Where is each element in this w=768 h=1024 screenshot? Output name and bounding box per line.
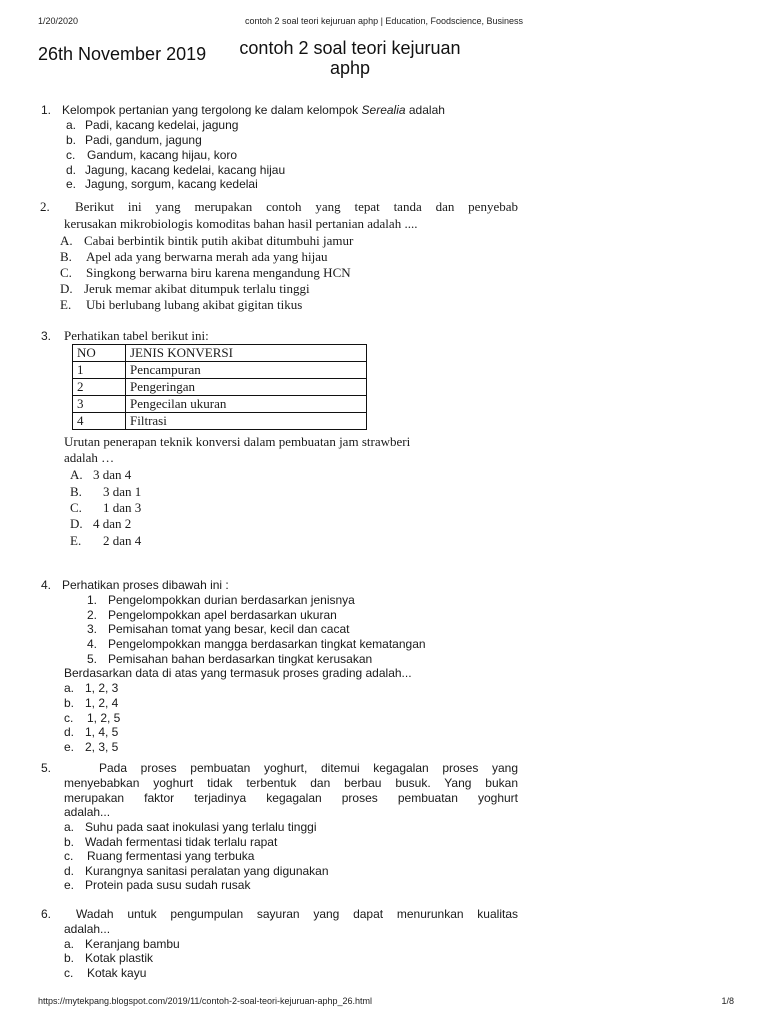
option-text: Protein pada susu sudah rusak	[85, 878, 251, 892]
option-text: Kurangnya sanitasi peralatan yang digunakan	[85, 864, 329, 878]
question-stem-line: Wadah untuk pengumpulan sayuran yang dapat menurunkan kualitas	[76, 907, 518, 921]
question-number: 2.	[40, 199, 50, 214]
option-letter: d.	[64, 725, 75, 739]
print-footer-page-number: 1/8	[721, 996, 734, 1006]
option-letter: a.	[64, 681, 75, 695]
table-cell: 2	[73, 379, 126, 396]
question-stem-line: adalah...	[64, 922, 111, 936]
option-text: Padi, gandum, jagung	[85, 133, 202, 147]
option-text: Jagung, sorgum, kacang kedelai	[85, 177, 258, 191]
option-letter: A.	[70, 467, 83, 482]
option-text: Kotak kayu	[87, 966, 147, 980]
question-stem-line: Pada proses pembuatan yoghurt, ditemui kegagalan proses yang	[99, 761, 518, 775]
option-letter: b.	[64, 951, 75, 965]
option-text: Singkong berwarna biru karena mengandung HCN	[86, 265, 351, 280]
print-header-title: contoh 2 soal teori kejuruan aphp | Education, Foodscience, Business	[244, 16, 523, 26]
option-text: 1, 4, 5	[85, 725, 119, 739]
option-text: Ubi berlubang lubang akibat gigitan tikus	[86, 297, 303, 312]
option-text: Ruang fermentasi yang terbuka	[87, 849, 255, 863]
option-text: 2, 3, 5	[85, 740, 119, 754]
item-text: Pemisahan tomat yang besar, kecil dan cacat	[108, 622, 350, 636]
question-stem-line: merupakan faktor terjadinya kegagalan proses pembuatan yoghurt	[64, 791, 518, 805]
option-letter: B.	[60, 249, 72, 264]
table-cell: Pengeringan	[126, 379, 367, 396]
option-text: Wadah fermentasi tidak terlalu rapat	[85, 835, 278, 849]
option-letter: c.	[64, 711, 74, 725]
option-text: 1, 2, 3	[85, 681, 119, 695]
print-header-date: 1/20/2020	[38, 16, 79, 26]
option-letter: C.	[60, 265, 72, 280]
option-letter: c.	[64, 966, 74, 980]
table-cell: Filtrasi	[126, 413, 367, 430]
question-stem-line: kerusakan mikrobiologis komoditas bahan hasil pertanian adalah ....	[64, 216, 418, 231]
option-letter: B.	[70, 484, 82, 499]
item-text: Pengelompokkan durian berdasarkan jenisnya	[108, 593, 355, 607]
option-text: 1 dan 3	[103, 500, 142, 515]
option-text: Keranjang bambu	[85, 937, 180, 951]
option-letter: c.	[64, 849, 74, 863]
option-text: Kotak plastik	[85, 951, 154, 965]
option-text: 2 dan 4	[103, 533, 142, 548]
item-text: Pengelompokkan apel berdasarkan ukuran	[108, 608, 337, 622]
print-footer-url: https://mytekpang.blogspot.com/2019/11/contoh-2-soal-teori-kejuruan-aphp_26.html	[38, 996, 373, 1006]
option-letter: b.	[66, 133, 77, 147]
post-title-line: contoh 2 soal teori kejuruan	[239, 38, 461, 58]
item-number: 1.	[87, 593, 98, 607]
post-title	[222, 38, 478, 78]
table-row	[73, 396, 367, 413]
item-number: 5.	[87, 652, 98, 666]
table-header-cell: JENIS KONVERSI	[126, 345, 367, 362]
table-cell: 4	[73, 413, 126, 430]
table-header-row	[73, 345, 367, 362]
table-cell: 3	[73, 396, 126, 413]
option-letter: b.	[64, 696, 75, 710]
item-number: 2.	[87, 608, 98, 622]
option-letter: c.	[66, 148, 76, 162]
option-letter: d.	[64, 864, 75, 878]
question-stem: Perhatikan proses dibawah ini :	[62, 578, 229, 592]
table-cell: 1	[73, 362, 126, 379]
question-number: 3.	[41, 329, 52, 343]
option-letter: A.	[60, 233, 73, 248]
question-text-line: adalah …	[64, 450, 115, 465]
post-title-line: aphp	[329, 58, 371, 78]
option-text: Jeruk memar akibat ditumpuk terlalu tinggi	[84, 281, 310, 296]
option-letter: D.	[70, 516, 83, 531]
table-cell: Pengecilan ukuran	[126, 396, 367, 413]
option-text: Suhu pada saat inokulasi yang terlalu tinggi	[85, 820, 317, 834]
question-number: 4.	[41, 578, 52, 592]
question-stem-line: adalah...	[64, 805, 111, 819]
question-number: 6.	[41, 907, 52, 921]
post-date: 26th November 2019	[38, 44, 207, 64]
table-row	[73, 413, 367, 430]
option-text: Cabai berbintik bintik putih akibat ditumbuhi jamur	[84, 233, 354, 248]
table-cell: Pencampuran	[126, 362, 367, 379]
item-text: Pemisahan bahan berdasarkan tingkat kerusakan	[108, 652, 373, 666]
option-letter: C.	[70, 500, 82, 515]
option-letter: d.	[66, 163, 77, 177]
item-text: Pengelompokkan mangga berdasarkan tingkat kematangan	[108, 637, 426, 651]
option-text: 1, 2, 4	[85, 696, 119, 710]
question-stem: Perhatikan tabel berikut ini:	[64, 328, 209, 343]
question-text: Berdasarkan data di atas yang termasuk proses grading adalah...	[64, 666, 412, 680]
item-number: 3.	[87, 622, 98, 636]
option-letter: a.	[64, 820, 75, 834]
question-stem-line: Berikut ini yang merupakan contoh yang tepat tanda dan penyebab	[75, 199, 518, 214]
option-text: 3 dan 1	[103, 484, 142, 499]
question-text-line: Urutan penerapan teknik konversi dalam pembuatan jam strawberi	[64, 434, 411, 449]
item-number: 4.	[87, 637, 98, 651]
option-letter: e.	[66, 177, 77, 191]
option-letter: b.	[64, 835, 75, 849]
option-text: Jagung, kacang kedelai, kacang hijau	[85, 163, 286, 177]
option-text: 4 dan 2	[93, 516, 132, 531]
option-letter: a.	[66, 118, 77, 132]
table-row	[73, 362, 367, 379]
table-row	[73, 379, 367, 396]
option-letter: E.	[70, 533, 82, 548]
option-text: Apel ada yang berwarna merah ada yang hijau	[86, 249, 328, 264]
option-text: 1, 2, 5	[87, 711, 121, 725]
table-header-cell: NO	[73, 345, 126, 362]
option-letter: E.	[60, 297, 72, 312]
option-text: 3 dan 4	[93, 467, 132, 482]
option-text: Gandum, kacang hijau, koro	[87, 148, 238, 162]
question-stem: Kelompok pertanian yang tergolong ke dalam kelompok Serealia adalah	[62, 103, 445, 117]
conversion-table	[72, 344, 367, 430]
question-number: 1.	[41, 103, 52, 117]
stem-italic-term: Serealia	[361, 103, 406, 117]
option-letter: a.	[64, 937, 75, 951]
option-text: Padi, kacang kedelai, jagung	[85, 118, 239, 132]
option-letter: D.	[60, 281, 73, 296]
option-letter: e.	[64, 740, 75, 754]
question-stem-line: menyebabkan yoghurt tidak terbentuk dan berbau busuk. Yang bukan	[64, 776, 518, 790]
option-letter: e.	[64, 878, 75, 892]
question-number: 5.	[41, 761, 52, 775]
